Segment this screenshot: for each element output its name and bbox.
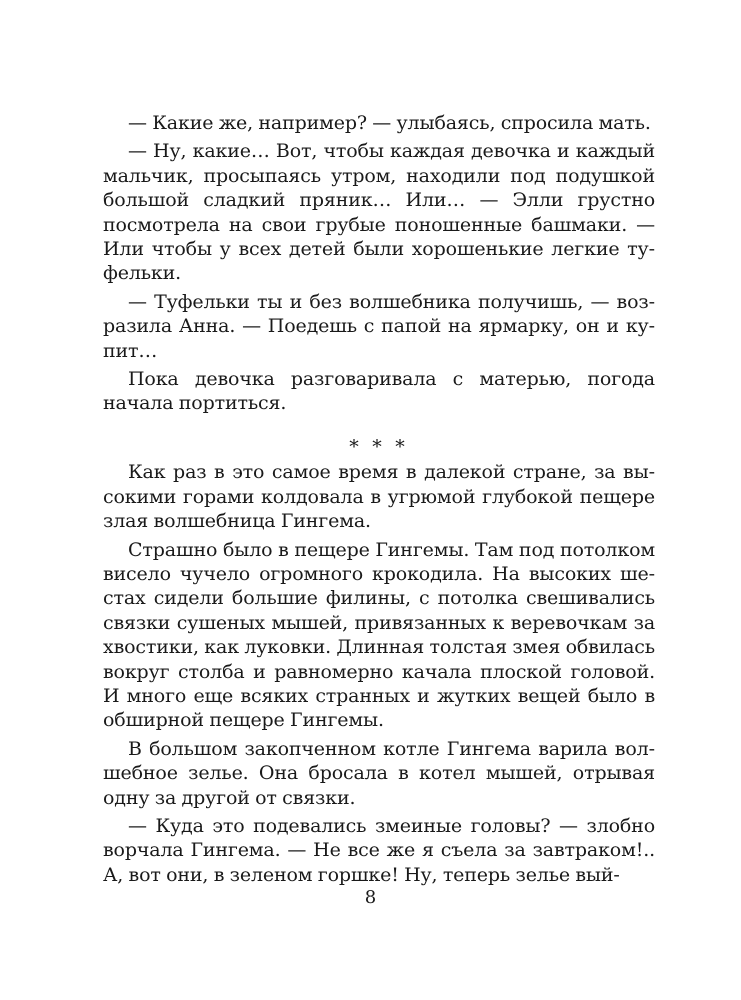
paragraph: В большом закопченном котле Гингема варила волшебное зелье. Она бросала в котел мышей, отрывая одну за другой от связки.	[103, 737, 655, 809]
section-separator: * * *	[349, 435, 409, 458]
page-number: 8	[364, 887, 377, 908]
paragraph: Пока девочка разговаривала с матерью, погода начала портиться.	[103, 368, 655, 415]
paragraph: — Куда это подевались змеиные головы? — злобно ворчала Гингема. — Не все же я съела за завтраком!.. А, вот они, в зеленом горшке! Ну, теперь зелье вый-	[103, 814, 655, 886]
paragraph: Как раз в это самое время в далекой стране, за высокими горами колдовала в угрюмой глубокой пещере злая волшебница Гингема.	[103, 461, 655, 533]
paragraph: — Какие же, например? — улыбаясь, спросила мать.	[128, 112, 651, 134]
page-text	[103, 111, 655, 891]
paragraph: — Ну, какие… Вот, чтобы каждая девочка и каждый мальчик, просыпаясь утром, находили под подушкой большой сладкий пряник… Или… — Элли грустно посмотрела на свои грубые поношенные башмаки. — Или чтобы у всех детей были хорошенькие легкие туфельки.	[103, 140, 655, 285]
paragraph: Страшно было в пещере Гингемы. Там под потолком висело чучело огромного крокодила. На высоких шестах сидели большие филины, с потолка свешивались связки сушеных мышей, привязанных к веревочкам за хвостики, как луковки. Длинная толстая змея обвилась вокруг столба и равномерно качала плоской головой. И много еще всяких странных и жутких вещей было в обширной пещере Гингемы.	[103, 538, 655, 732]
paragraph: — Туфельки ты и без волшебника получишь, — возразила Анна. — Поедешь с папой на ярмарку, он и купит…	[103, 290, 655, 362]
